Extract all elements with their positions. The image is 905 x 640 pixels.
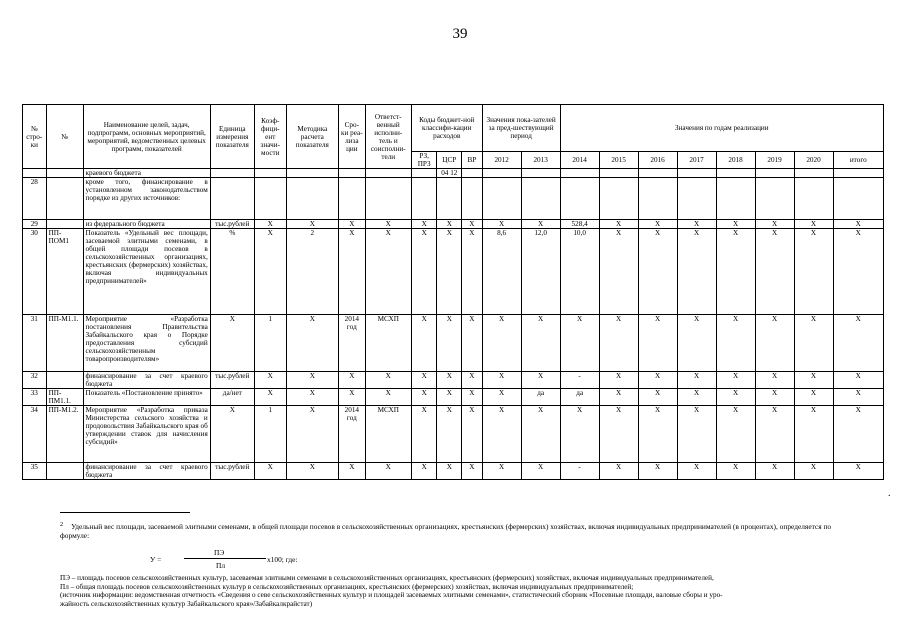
row-method: [286, 169, 338, 178]
row-value-9: X: [833, 389, 883, 406]
row-value-4: X: [638, 315, 677, 372]
formula: [150, 548, 350, 572]
row-method: X: [286, 372, 338, 389]
row-value-0: X: [482, 220, 521, 229]
row-vr: X: [462, 372, 483, 389]
header-year-2016: 2016: [638, 152, 677, 169]
row-code: ПП-М1.1.: [46, 315, 83, 372]
row-rz: [411, 169, 437, 178]
definition-source: (источник информации: ведомственная отчетность «Сведения о севе сельскохозяйственных культур и площадей засеваемых элитными семенами», статистический сборник «Посевные площади, валовые сборы и уро-: [60, 591, 723, 600]
row-number: 30: [23, 229, 47, 315]
row-value-1: 12,0: [521, 229, 560, 315]
row-code: [46, 169, 83, 178]
row-terms: X: [339, 372, 366, 389]
row-coef: 1: [254, 406, 286, 463]
formula-rhs: х100; где:: [267, 555, 298, 564]
row-value-8: X: [794, 389, 833, 406]
row-value-3: X: [599, 406, 638, 463]
row-value-7: [755, 178, 794, 220]
page-number: 39: [452, 26, 468, 42]
header-year-2018: 2018: [716, 152, 755, 169]
row-number: 33: [23, 389, 47, 406]
header-year-2015: 2015: [599, 152, 638, 169]
row-rz: [411, 178, 437, 220]
row-value-7: X: [755, 229, 794, 315]
row-value-5: X: [677, 229, 716, 315]
row-value-5: X: [677, 389, 716, 406]
row-name: краевого бюджета: [83, 169, 210, 178]
row-vr: X: [462, 315, 483, 372]
row-value-6: X: [716, 372, 755, 389]
row-vr: [462, 178, 483, 220]
row-vr: [462, 169, 483, 178]
row-value-0: [482, 178, 521, 220]
row-value-1: X: [521, 406, 560, 463]
header-csr: ЦСР: [437, 152, 462, 169]
row-value-5: X: [677, 315, 716, 372]
row-unit: X: [210, 406, 254, 463]
footnote-mark: 2: [60, 522, 64, 528]
row-number: 35: [23, 463, 47, 480]
row-value-8: X: [794, 229, 833, 315]
row-coef: X: [254, 389, 286, 406]
row-value-7: X: [755, 389, 794, 406]
row-value-8: X: [794, 220, 833, 229]
row-value-4: X: [638, 463, 677, 480]
row-unit: X: [210, 315, 254, 372]
row-value-3: X: [599, 229, 638, 315]
row-value-5: [677, 178, 716, 220]
row-number: 31: [23, 315, 47, 372]
row-value-2: [560, 169, 599, 178]
row-value-9: X: [833, 406, 883, 463]
row-responsible: МСХП: [365, 406, 411, 463]
margin-dot: .: [888, 488, 891, 499]
row-value-2: 10,0: [560, 229, 599, 315]
row-number: 29: [23, 220, 47, 229]
row-responsible: [365, 178, 411, 220]
row-value-8: X: [794, 372, 833, 389]
row-code: [46, 220, 83, 229]
header-terms: Сро-ки реа-лиза ции: [339, 105, 366, 169]
table-row: [23, 389, 884, 406]
row-value-3: X: [599, 389, 638, 406]
row-code: ПП-ПОМ1: [46, 229, 83, 315]
row-value-7: X: [755, 372, 794, 389]
row-csr: X: [437, 229, 462, 315]
table-row: [23, 372, 884, 389]
row-value-8: X: [794, 406, 833, 463]
row-value-5: X: [677, 406, 716, 463]
row-csr: X: [437, 406, 462, 463]
header-year-2014: 2014: [560, 152, 599, 169]
row-value-4: X: [638, 406, 677, 463]
row-terms: X: [339, 389, 366, 406]
row-value-6: X: [716, 315, 755, 372]
header-prev-values: Значения пока-зателей за пред-шествующий период: [482, 105, 560, 152]
header-year-2019: 2019: [755, 152, 794, 169]
row-value-4: X: [638, 389, 677, 406]
row-value-2: -: [560, 463, 599, 480]
row-value-3: [599, 178, 638, 220]
footnote: [60, 521, 860, 540]
row-number: 28: [23, 178, 47, 220]
row-responsible: [365, 169, 411, 178]
definition-pe: ПЭ – площадь посевов сельскохозяйственных культур, засеваемая элитными семенами в сельскохозяйственных организациях, крестьянских (фермерских) хозяйствах, включая индивидуальных предпринимателей,: [60, 574, 714, 582]
row-rz: X: [411, 315, 437, 372]
row-value-2: -: [560, 372, 599, 389]
row-terms: [339, 169, 366, 178]
table-row: [23, 463, 884, 480]
row-terms: X: [339, 220, 366, 229]
row-vr: X: [462, 406, 483, 463]
row-unit: %: [210, 229, 254, 315]
row-value-9: [833, 178, 883, 220]
header-year-2013: 2013: [521, 152, 560, 169]
row-value-5: X: [677, 220, 716, 229]
row-value-1: да: [521, 389, 560, 406]
row-value-4: X: [638, 229, 677, 315]
row-method: X: [286, 406, 338, 463]
header-year-2020: 2020: [794, 152, 833, 169]
row-name: из федерального бюджета: [83, 220, 210, 229]
header-vr: ВР: [462, 152, 483, 169]
row-value-2: [560, 178, 599, 220]
row-coef: [254, 178, 286, 220]
row-value-6: X: [716, 220, 755, 229]
row-value-3: [599, 169, 638, 178]
row-name: кроме того, финансирование в установленном законодательством порядке из других источников:: [83, 178, 210, 220]
row-unit: тыс.рублей: [210, 372, 254, 389]
row-value-3: X: [599, 372, 638, 389]
row-csr: X: [437, 315, 462, 372]
definitions: [60, 574, 870, 608]
row-responsible: X: [365, 229, 411, 315]
row-unit: да/нет: [210, 389, 254, 406]
row-csr: X: [437, 372, 462, 389]
row-value-2: да: [560, 389, 599, 406]
row-coef: [254, 169, 286, 178]
row-responsible: МСХП: [365, 315, 411, 372]
row-number: 34: [23, 406, 47, 463]
row-value-1: [521, 169, 560, 178]
row-coef: X: [254, 372, 286, 389]
table-row: [23, 178, 884, 220]
row-csr: 04 12: [437, 169, 462, 178]
formula-fraction-bar: [184, 558, 266, 559]
row-rz: X: [411, 220, 437, 229]
header-year-2017: 2017: [677, 152, 716, 169]
row-coef: X: [254, 220, 286, 229]
row-rz: X: [411, 406, 437, 463]
row-vr: X: [462, 463, 483, 480]
definition-source-cont: жайность сельскохозяйственных культур Забайкальского края»/Забайкалкрайстат): [60, 599, 313, 608]
table-row: [23, 229, 884, 315]
row-coef: X: [254, 463, 286, 480]
row-value-5: X: [677, 463, 716, 480]
row-code: ПП-ПМ1.1.: [46, 389, 83, 406]
row-value-9: X: [833, 229, 883, 315]
row-vr: X: [462, 220, 483, 229]
row-csr: [437, 178, 462, 220]
header-responsible: Ответст-венный исполни-тель и соисполни-тели: [365, 105, 411, 169]
row-value-3: X: [599, 463, 638, 480]
row-value-4: X: [638, 372, 677, 389]
header-method: Методика расчета показателя: [286, 105, 338, 169]
row-unit: тыс.рублей: [210, 463, 254, 480]
row-value-4: [638, 178, 677, 220]
header-by-years: Значения по годам реализации: [560, 105, 883, 152]
row-value-2: X: [560, 406, 599, 463]
formula-denominator: Пл: [216, 561, 226, 570]
row-value-7: X: [755, 463, 794, 480]
row-csr: X: [437, 220, 462, 229]
row-rz: X: [411, 229, 437, 315]
row-number: [23, 169, 47, 178]
row-method: X: [286, 463, 338, 480]
row-value-6: [716, 169, 755, 178]
row-value-5: X: [677, 372, 716, 389]
row-name: Мероприятие «Разработка постановления Правительства Забайкальского края о Порядке предоставления субсидий сельскохозяйственным товаропроизводителям»: [83, 315, 210, 372]
row-value-9: X: [833, 463, 883, 480]
row-terms: X: [339, 463, 366, 480]
header-name: Наименование целей, задач, подпрограмм, основных мероприятий, мероприятий, ведомственных целевых программ, показателей: [83, 105, 210, 169]
table-row: [23, 169, 884, 178]
footnote-separator: [60, 512, 190, 513]
row-value-6: X: [716, 229, 755, 315]
table-row: [23, 315, 884, 372]
row-vr: X: [462, 229, 483, 315]
row-code: [46, 372, 83, 389]
row-value-1: X: [521, 220, 560, 229]
formula-numerator: ПЭ: [214, 548, 225, 557]
row-value-0: X: [482, 463, 521, 480]
indicators-table: [22, 104, 884, 480]
header-no: №: [46, 105, 83, 169]
row-coef: 1: [254, 315, 286, 372]
row-terms: [339, 178, 366, 220]
header-row-no: № стро-ки: [23, 105, 47, 169]
definition-pl: Пл – общая площадь посевов сельскохозяйственных культур в сельскохозяйственных организациях, крестьянских (фермерских) хозяйствах, включая индивидуальных предпринимателей;: [60, 582, 634, 591]
row-value-0: [482, 169, 521, 178]
row-code: [46, 178, 83, 220]
row-value-1: X: [521, 315, 560, 372]
row-value-7: X: [755, 315, 794, 372]
row-value-8: [794, 178, 833, 220]
row-terms: X: [339, 229, 366, 315]
row-rz: X: [411, 463, 437, 480]
row-value-0: X: [482, 406, 521, 463]
footnote-text: Удельный вес площади, засеваемой элитными семенами, в общей площади посевов в сельскохозяйственных организациях, крестьянских (фермерских) хозяйствах, включая индивидуальных предпринимателей (в процентах), определяется по формуле:: [60, 522, 832, 541]
row-method: 2: [286, 229, 338, 315]
row-value-9: X: [833, 315, 883, 372]
row-name: Показатель «Постановление принято»: [83, 389, 210, 406]
row-code: ПП-М1.2.: [46, 406, 83, 463]
row-value-8: [794, 169, 833, 178]
row-responsible: X: [365, 220, 411, 229]
row-rz: X: [411, 389, 437, 406]
row-responsible: X: [365, 463, 411, 480]
header-year-2012: 2012: [482, 152, 521, 169]
row-method: X: [286, 389, 338, 406]
row-value-8: X: [794, 315, 833, 372]
row-value-1: X: [521, 463, 560, 480]
row-value-7: X: [755, 406, 794, 463]
row-method: X: [286, 315, 338, 372]
row-terms: 2014 год: [339, 406, 366, 463]
header-coef: Коэф-фици-ент значи-мости: [254, 105, 286, 169]
header-year-итого: итого: [833, 152, 883, 169]
row-value-3: X: [599, 220, 638, 229]
row-value-6: X: [716, 463, 755, 480]
row-value-3: X: [599, 315, 638, 372]
row-value-7: X: [755, 220, 794, 229]
row-value-0: 8,6: [482, 229, 521, 315]
row-terms: 2014 год: [339, 315, 366, 372]
table-row: [23, 406, 884, 463]
header-rz: РЗ, ПРЗ: [411, 152, 437, 169]
row-unit: [210, 169, 254, 178]
row-value-0: X: [482, 315, 521, 372]
row-value-0: X: [482, 389, 521, 406]
table-row: [23, 220, 884, 229]
row-number: 32: [23, 372, 47, 389]
row-value-1: [521, 178, 560, 220]
row-rz: X: [411, 372, 437, 389]
row-name: финансирование за счет краевого бюджета: [83, 463, 210, 480]
row-responsible: X: [365, 372, 411, 389]
row-csr: X: [437, 389, 462, 406]
row-coef: X: [254, 229, 286, 315]
row-code: [46, 463, 83, 480]
row-value-4: [638, 169, 677, 178]
formula-lhs: У =: [150, 555, 162, 564]
row-value-4: X: [638, 220, 677, 229]
row-unit: тыс.рублей: [210, 220, 254, 229]
row-name: Мероприятие «Разработка приказа Министерства сельского хозяйства и продовольствия Забайкальского края об утверждении ставок для начисления субсидий»: [83, 406, 210, 463]
row-value-6: X: [716, 389, 755, 406]
row-value-8: X: [794, 463, 833, 480]
row-value-9: [833, 169, 883, 178]
row-value-2: X: [560, 315, 599, 372]
row-method: X: [286, 220, 338, 229]
row-value-7: [755, 169, 794, 178]
row-value-2: 528,4: [560, 220, 599, 229]
row-responsible: X: [365, 389, 411, 406]
header-budget-codes: Коды бюджет-ной классифи-кации расходов: [411, 105, 482, 152]
header-unit: Единица измерения показателя: [210, 105, 254, 169]
row-value-9: X: [833, 220, 883, 229]
row-value-1: X: [521, 372, 560, 389]
row-value-6: X: [716, 406, 755, 463]
row-method: [286, 178, 338, 220]
row-value-6: [716, 178, 755, 220]
row-value-9: X: [833, 372, 883, 389]
row-value-0: X: [482, 372, 521, 389]
row-csr: X: [437, 463, 462, 480]
row-value-5: [677, 169, 716, 178]
row-vr: X: [462, 389, 483, 406]
row-unit: [210, 178, 254, 220]
row-name: финансирование за счет краевого бюджета: [83, 372, 210, 389]
row-name: Показатель «Удельный вес площади, засеваемой элитными семенами, в общей площади посевов в сельскохозяйственных организациях, крестьянских (фермерских) хозяйствах, включая индивидуальных предпринимателей»: [83, 229, 210, 315]
